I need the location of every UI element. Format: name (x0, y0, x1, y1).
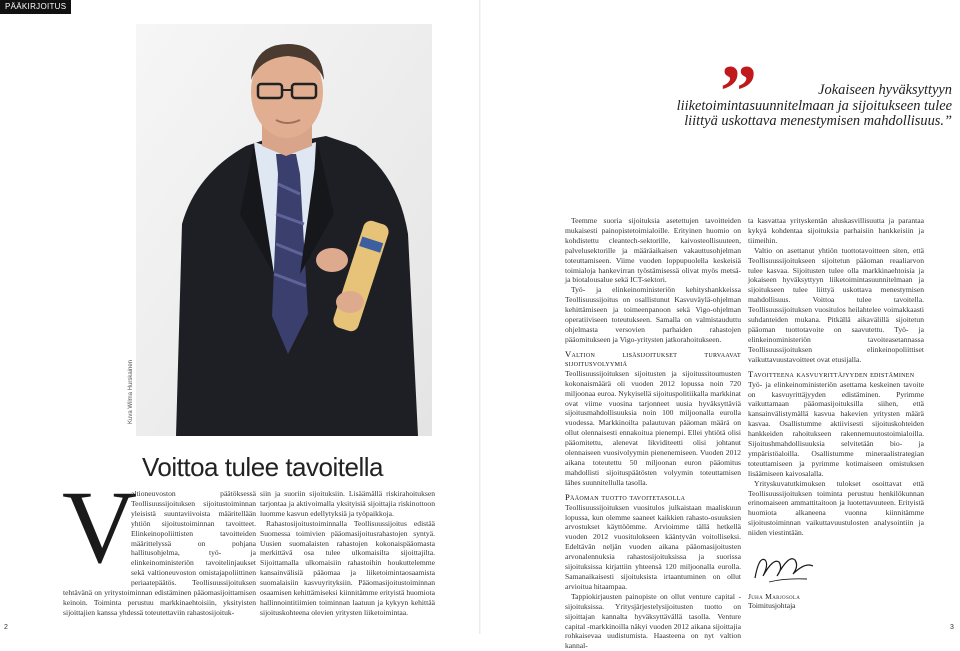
paragraph: siin ja suoriin sijoituksiin. Lisäämällä riskirahoituksen tarjontaa ja aktivoimalla yksityisiä sijoittajia riskinottoon luomme kasvun edellytyksiä ja työpaikkoja. (260, 489, 435, 518)
paragraph: Teollisuussijoituksen sijoitusten ja sijoitussitoumusten kokonaismäärä oli vuoden 2012 lopussa noin 720 miljoonaa euroa. Nykyisellä sijoituspolitiikalla markkinat ovat viime vuosina tarjonneet uusia hyväksyttäviä sijoitusmahdollisuuksia noin 100 miljoonalla eurolla vuodessa. Markkinoilta palautuvan pääoman määrä on ollut olennaisesti ennakoitua pienempi. Ellei yhtiötä olisi pääomitettu, alenevat likviditeetti olisi johtanut olennaiseen vuosivolyymin pienenemiseen. Vuoden 2012 aikana toteutettu 50 miljoonan euron pääomitus mahdollisti sijoituspäätösten volyymin toteuttamisen lähes suunnitellulla tasolla. (565, 368, 741, 487)
paragraph: Työ- ja elinkeinoministeriön asettama keskeinen tavoite on kasvuyrittäjyyden edistäminen. Pyrimme vaikuttamaan pääomasijoituksilla siihen, että kansainvälistymällä kasvua hakevien yritysten määrä kasvaa. Osallistumme aktiivisesti sijoituskohteiden hankkeiden rahoitukseen rakennemuutostoimialoilla. Sijoitushmahdollisuuksia selvitetään bio- ja ympäristöaloilla. Osallistumme mineraalistrategian toteuttamiseen ja pyrimme kotimaiseen omistuksen lisäämiseen kaivosalalla. (748, 379, 924, 478)
dropcap-spacer (63, 489, 131, 579)
paragraph: Teollisuussijoituksen vuositulos julkaistaan maaliskuun lopussa, kun olemme saaneet kaikkien rahasto-osuuksien arvostukset käyttöömme. Arvioimme tällä hetkellä vuoden 2012 vuositulokseen kääntyvän voitolliseksi. Edeltävän neljän vuoden aikana pääomasijoitusten arvonalennuksia rahastosijoituksissa ja suorissa sijoituksissa kirjattiin yhteensä 120 miljoonalla eurolla. Samanaikaisesti sijoituksista irtaantuminen on ollut arvioitua hitaampaa. (565, 502, 741, 591)
page-number-left: 2 (4, 624, 8, 631)
page-number-right: 3 (950, 624, 954, 631)
pull-quote: Jokaiseen hyväksyttyyn liiketoimintasuunnitelmaan ja sijoitukseen tulee liittyä uskottava menestymisen mahdollisuus.” (676, 82, 952, 129)
portrait-photo (136, 24, 432, 436)
column-4 (748, 216, 924, 538)
headline: Voittoa tulee tavoitella (142, 452, 383, 482)
portrait-illustration (136, 24, 432, 436)
paragraph: Työ- ja elinkeinoministeriön kehityshankkeissa Teollisuussijoitus on osallistunut Kasvuväylä-ohjelman kehittämiseen ja toimeenpanoon sekä Vigo-ohjelman operatiiviseen toteutukseen. Samalla on valmistauduttu ohjelmasta versovien parhaiden rahastojen pääomitukseen ja Vigo-yritysten jatkorahoitukseen. (565, 285, 741, 344)
dropcap: V (62, 470, 138, 585)
signature-icon (749, 548, 819, 588)
paragraph: Teemme suoria sijoituksia asetettujen tavoitteiden mukaisesti painopistetoimialoille. Erityinen huomio on kohdistettu cleantech-sektorille, kaivosteollisuuteen, palvelusektorille ja määräaikaisen vakauttusohjelman toteuttamiseen. Viime vuoden loppupuolella keskeisiä toimialoja hankevirran työstämisessä olivat myös metsä- ja biotalousalue sekä ICT-sektori. (565, 216, 741, 285)
signature-block (748, 592, 800, 611)
signer-name: Juha Marjosola (748, 592, 801, 601)
paragraph: Rahastosijoitustoiminnalla Teollisuussijoitus edistää Suomessa toimivien pääomasijoitusrahastojen syntyä. Uusien suomalaisten rahastojen kokonaispääomasta merkittävä osa tulee ulkomaisilta sijoittajilta. Sijoittamalla ulkomaisiin rahastoihin houkuttelemme kansainvälisiä pääomaa ja liiketoimintaosaamista suomalaisiin kasvuyrityksiin. Pääomasijoitustoiminnan osaamisen kehittämiseksi kiinnitämme erityistä huomiota hallinnointitiimien toiminnan laatuun ja kykyyn kehittää sijoituskohteena olevien yritysten liiketoimintaa. (260, 518, 435, 617)
quote-marks-icon: ” (720, 51, 757, 133)
column-3 (565, 216, 741, 651)
photo-credit: Kuva Wilma Hurskainen (128, 359, 134, 424)
paragraph: ta kasvattaa yrityskentän aluskasvillisuutta ja parantaa kykyä kohdentaa sijoituksia parhaisiin hankkeisiin ja tiimeihin. (748, 216, 924, 245)
subheading: Valtion lisäsijoitukset turvaavat sijoitusvolyymiä (565, 348, 741, 368)
paragraph: Yrityskuvatutkimuksen tulokset osoittavat että Teollisuussijoituksen toiminta perustuu henkilökunnan erinomaiseen ammattitaitoon ja luotettavuuteen. Erityistä huomiota alkaneena vuonna kiinnitämme sijoitustoiminnan vaikuttavuustulosten analysointiin ja niiden viestintään. (748, 478, 924, 538)
subheading: Pääoman tuotto tavoitetasolla (565, 491, 686, 502)
signature (749, 548, 819, 593)
column-2 (260, 489, 435, 618)
signer-title: Toimitusjohtaja (748, 601, 796, 611)
paragraph: Tappiokirjausten painopiste on ollut venture capital -sijoituksissa. Yritysjärjestelysijoitusten tuotto on sijoittajan kannalta hyväksyttävällä tasolla. Venture capital -markkinoilla näkyi vuoden 2012 aikana sijoittajia rohkaisevaa uudistumista. Haasteena on nyt valtion kannal- (565, 591, 741, 651)
page-gutter (479, 0, 481, 634)
section-tag: PÄÄKIRJOITUS (0, 0, 71, 14)
column-1 (63, 489, 256, 618)
paragraph: Valtio on asettanut yhtiön tuottotavoitteen siten, että Teollisuussijoitukseen sijoitetun pääoman reaaliarvon tulee kasvaa. Sijoitusten tulee olla markkinaehtoisia ja jokaiseen hyväksyttyyn liiketoimintasuunnitelmaan ja sijoitukseen tulee liittyä uskottava menestymisen mahdollisuus. Voittoa tulee tavoitella. Teollisuussijoituksen vuositulos heilahtelee voimakkaasti suhdanteiden mukana. Pitkällä aikavälillä sijoitetun pääoman tuottotavoite on saavutettu. Työ- ja elinkeinoministeriön tavoiteasetannassa Teollisuussijoituksen elinkeinopoliittiset vaikuttavuustavoitteet ovat etusijalla. (748, 245, 924, 364)
subheading: Tavoitteena kasvuyrittäjyyden edistäminen (748, 368, 915, 379)
paragraph: altioneuvoston päätöksessä Teollisuussijoituksen sijoitustoiminnan yleisistä suuntaviivoista määritellään yhtiön sijoitustoiminnan tavoitteet. Elinkeinopoliittisten tavoitteiden määrittelyssä on pohjana hallitusohjelma, työ- ja elinkeinoministeriön tavoitelinjaukset sekä valtioneuvoston omistajapoliittinen periaatepäätös. Teollisuussijoituksen tehtävänä on yritystoiminnan edistäminen pääomasijoittamisen keinoin. Toiminta perustuu markkinaehtoisiin, yksityisten sijoittajien kanssa yhdessä toteutettaviin rahastosijoituk- (63, 489, 256, 617)
